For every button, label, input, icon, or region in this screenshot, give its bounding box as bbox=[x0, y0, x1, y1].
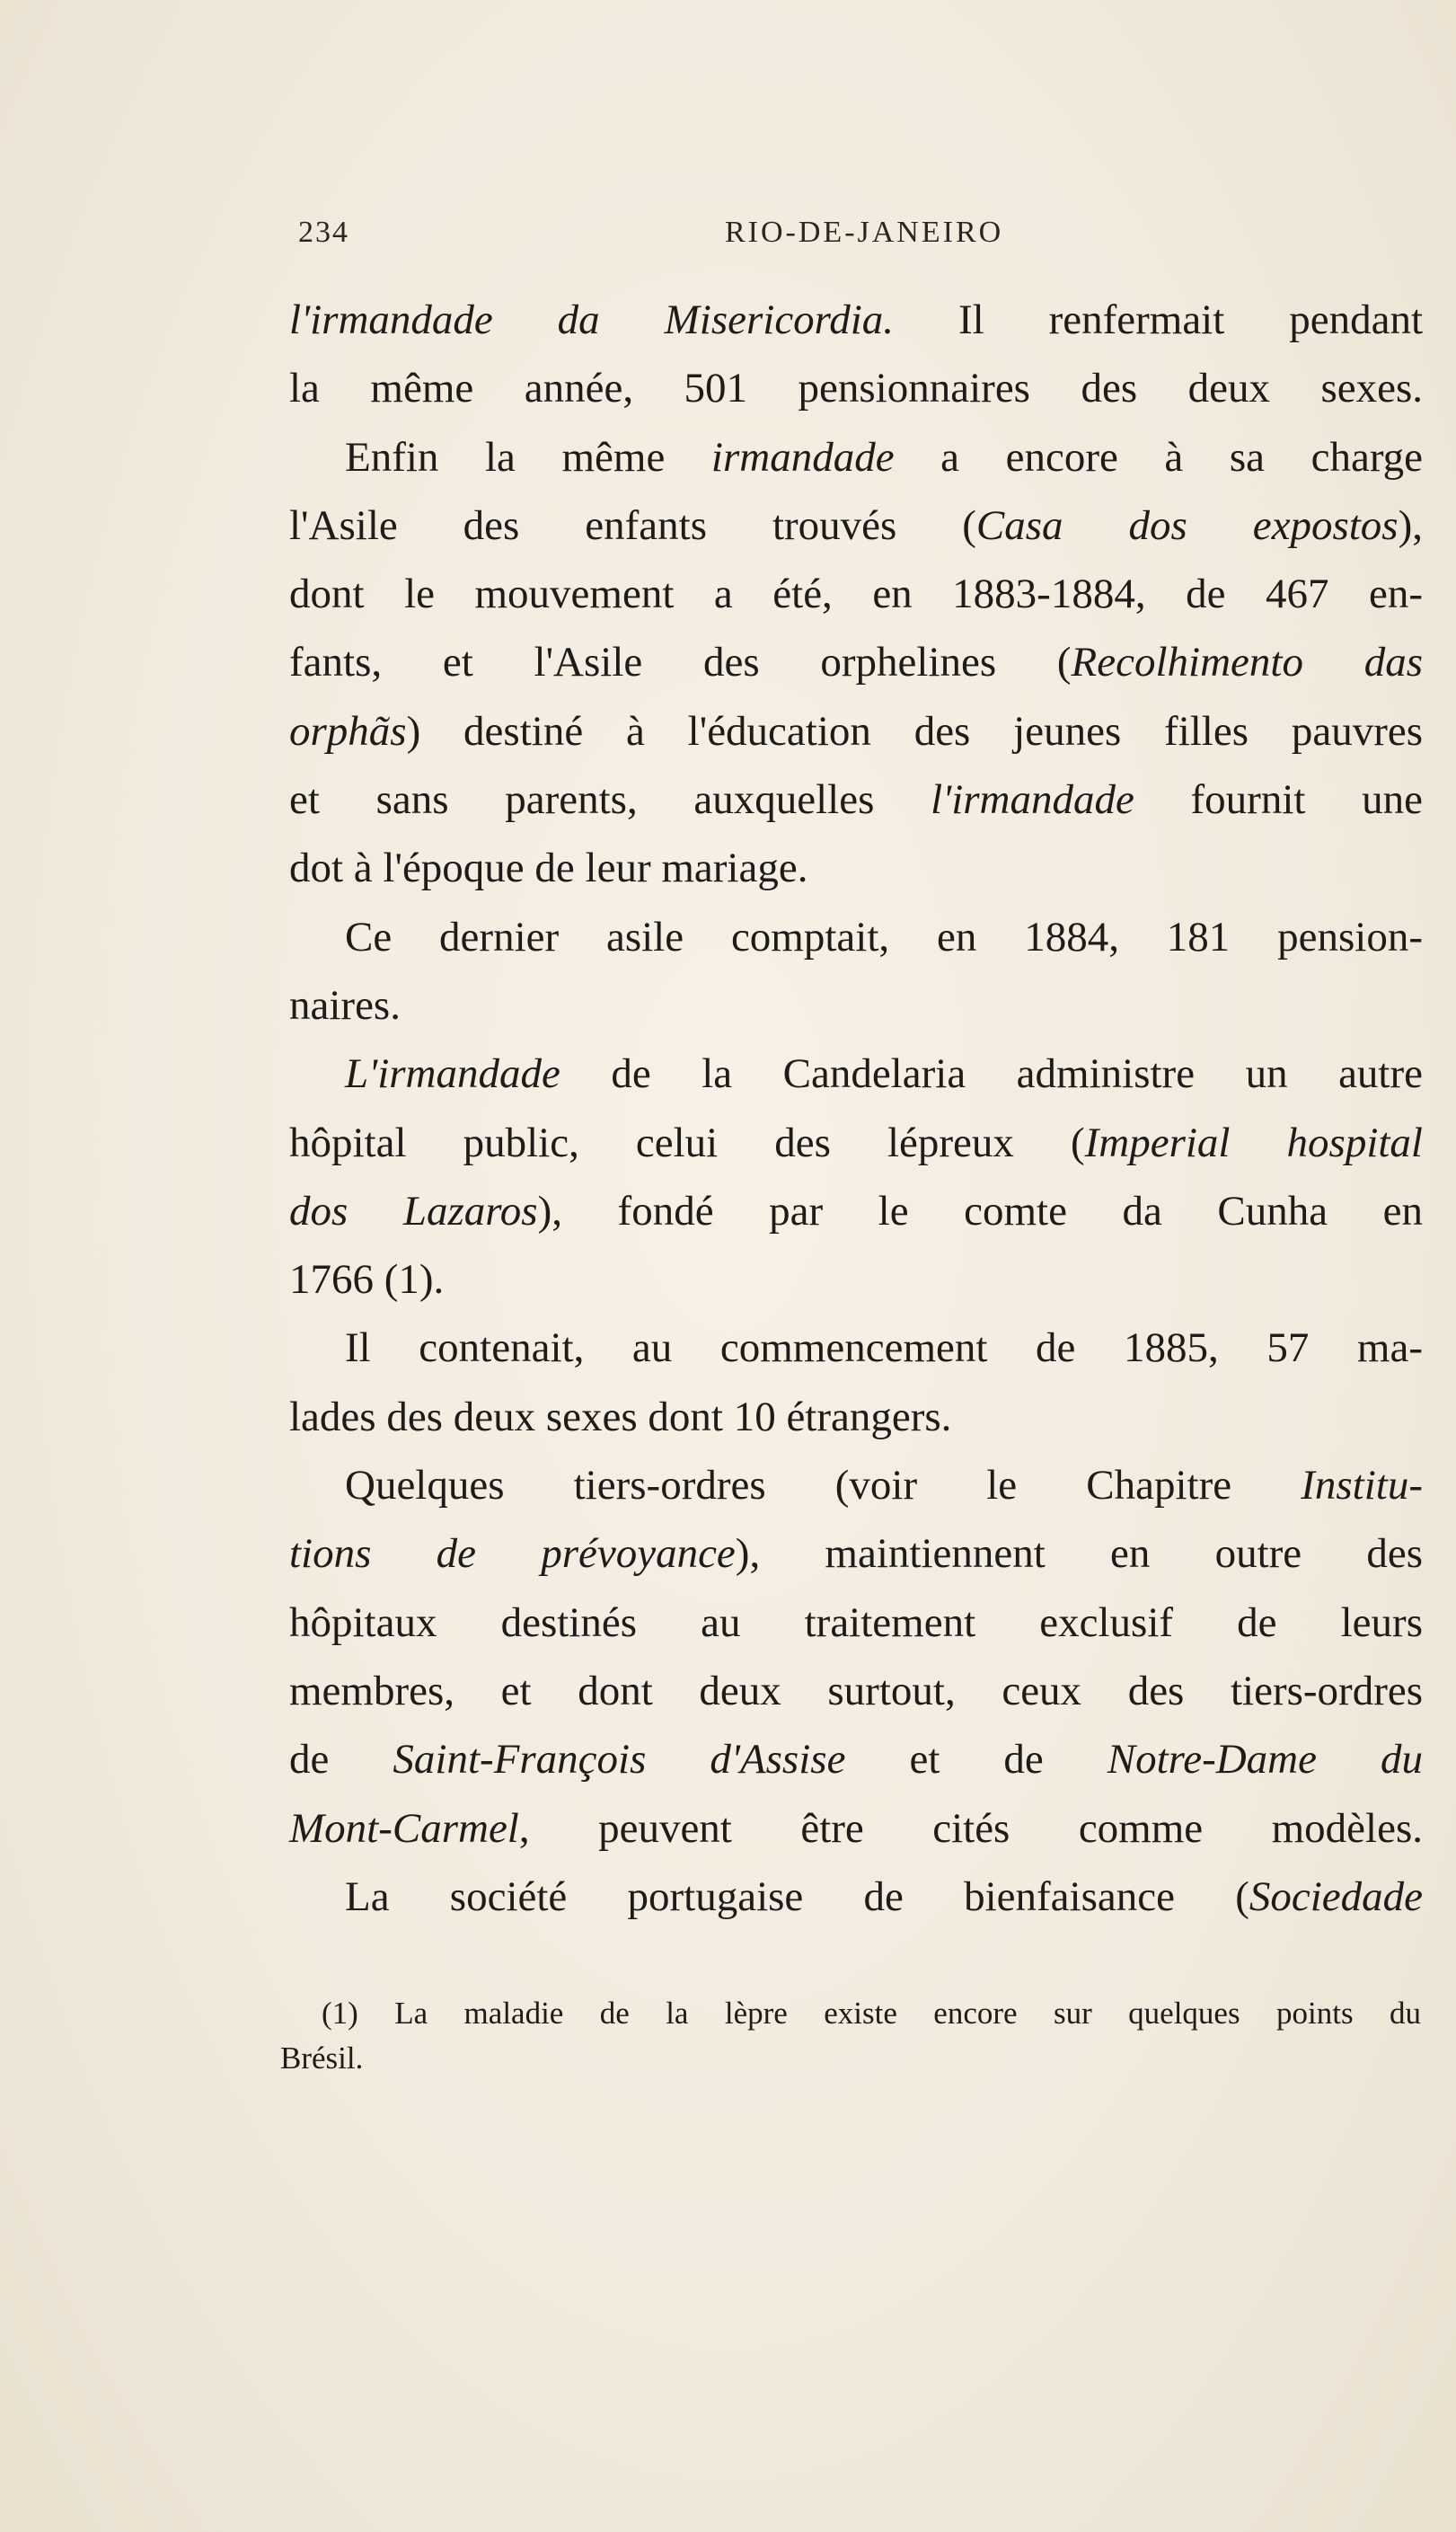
italic-term: Institu- bbox=[1301, 1462, 1423, 1509]
body-text bbox=[289, 286, 1423, 1931]
italic-term: orphãs bbox=[289, 707, 407, 755]
text-line: La société portugaise de bienfaisance (Sociedade bbox=[345, 1872, 1423, 1920]
text-line: et sans parents, auxquelles l'irmandade fournit une bbox=[289, 776, 1423, 824]
italic-term: l'irmandade da Misericordia. bbox=[289, 297, 895, 343]
text-line: membres, et dont deux surtout, ceux des tiers-ordres bbox=[289, 1667, 1423, 1714]
text-line: l'irmandade da Misericordia. Il renfermait pendant bbox=[289, 297, 1423, 343]
text-line: dont le mouvement a été, en 1883-1884, de 467 en- bbox=[289, 571, 1423, 618]
italic-term: Sociedade bbox=[1249, 1872, 1423, 1920]
text-line: hôpitaux destinés au traitement exclusif de leurs bbox=[289, 1598, 1423, 1646]
text-line: naires. bbox=[289, 981, 401, 1029]
text-line: Mont-Carmel, peuvent être cités comme modèles. bbox=[289, 1804, 1423, 1852]
italic-term: Imperial hospital bbox=[1084, 1119, 1423, 1166]
italic-term: Recolhimento das bbox=[1071, 639, 1423, 686]
text-line: de Saint-François d'Assise et de Notre-Dame du bbox=[289, 1736, 1423, 1784]
footnote-line: Brésil. bbox=[280, 2041, 364, 2076]
italic-term: L'irmandade bbox=[345, 1050, 560, 1098]
text-line: Ce dernier asile comptait, en 1884, 181 pension- bbox=[345, 913, 1423, 961]
text-line: 1766 (1). bbox=[289, 1256, 445, 1304]
italic-term: l'irmandade bbox=[931, 776, 1134, 824]
text-line: Quelques tiers-ordres (voir le Chapitre Institu- bbox=[345, 1462, 1423, 1509]
footnote-line: (1) La maladie de la lèpre existe encore sur quelques points du bbox=[322, 1996, 1421, 2031]
text-line: Enfin la même irmandade a encore à sa charge bbox=[345, 433, 1423, 481]
text-line: l'Asile des enfants trouvés (Casa dos expostos), bbox=[289, 501, 1423, 549]
italic-term: tions de prévoyance bbox=[289, 1530, 736, 1578]
text-line: L'irmandade de la Candelaria administre un autre bbox=[345, 1050, 1423, 1098]
text-line: Il contenait, au commencement de 1885, 57 ma- bbox=[345, 1324, 1423, 1372]
text-line: fants, et l'Asile des orphelines (Recolhimento das bbox=[289, 639, 1423, 686]
text-line: tions de prévoyance), maintiennent en outre des bbox=[289, 1530, 1423, 1578]
italic-term: dos Lazaros bbox=[289, 1187, 538, 1235]
text-line: hôpital public, celui des lépreux (Imperial hospital bbox=[289, 1119, 1423, 1166]
text-line: dot à l'époque de leur mariage. bbox=[289, 845, 808, 892]
text-line: lades des deux sexes dont 10 étrangers. bbox=[289, 1393, 952, 1440]
running-title: RIO-DE-JANEIRO bbox=[725, 216, 1004, 249]
italic-term: Saint-François d'Assise bbox=[393, 1736, 846, 1784]
text-line: dos Lazaros), fondé par le comte da Cunha en bbox=[289, 1187, 1423, 1235]
italic-term: Casa dos expostos bbox=[975, 501, 1399, 549]
page-number: 234 bbox=[298, 216, 349, 249]
italic-term: Mont-Carmel bbox=[289, 1804, 519, 1852]
italic-term: irmandade bbox=[710, 433, 895, 481]
text-line: orphãs) destiné à l'éducation des jeunes filles pauvres bbox=[289, 707, 1423, 755]
italic-term: Notre-Dame du bbox=[1107, 1736, 1423, 1784]
text-line: la même année, 501 pensionnaires des deux sexes. bbox=[289, 365, 1423, 412]
footnote bbox=[280, 1991, 1421, 2081]
running-head bbox=[298, 205, 1412, 259]
